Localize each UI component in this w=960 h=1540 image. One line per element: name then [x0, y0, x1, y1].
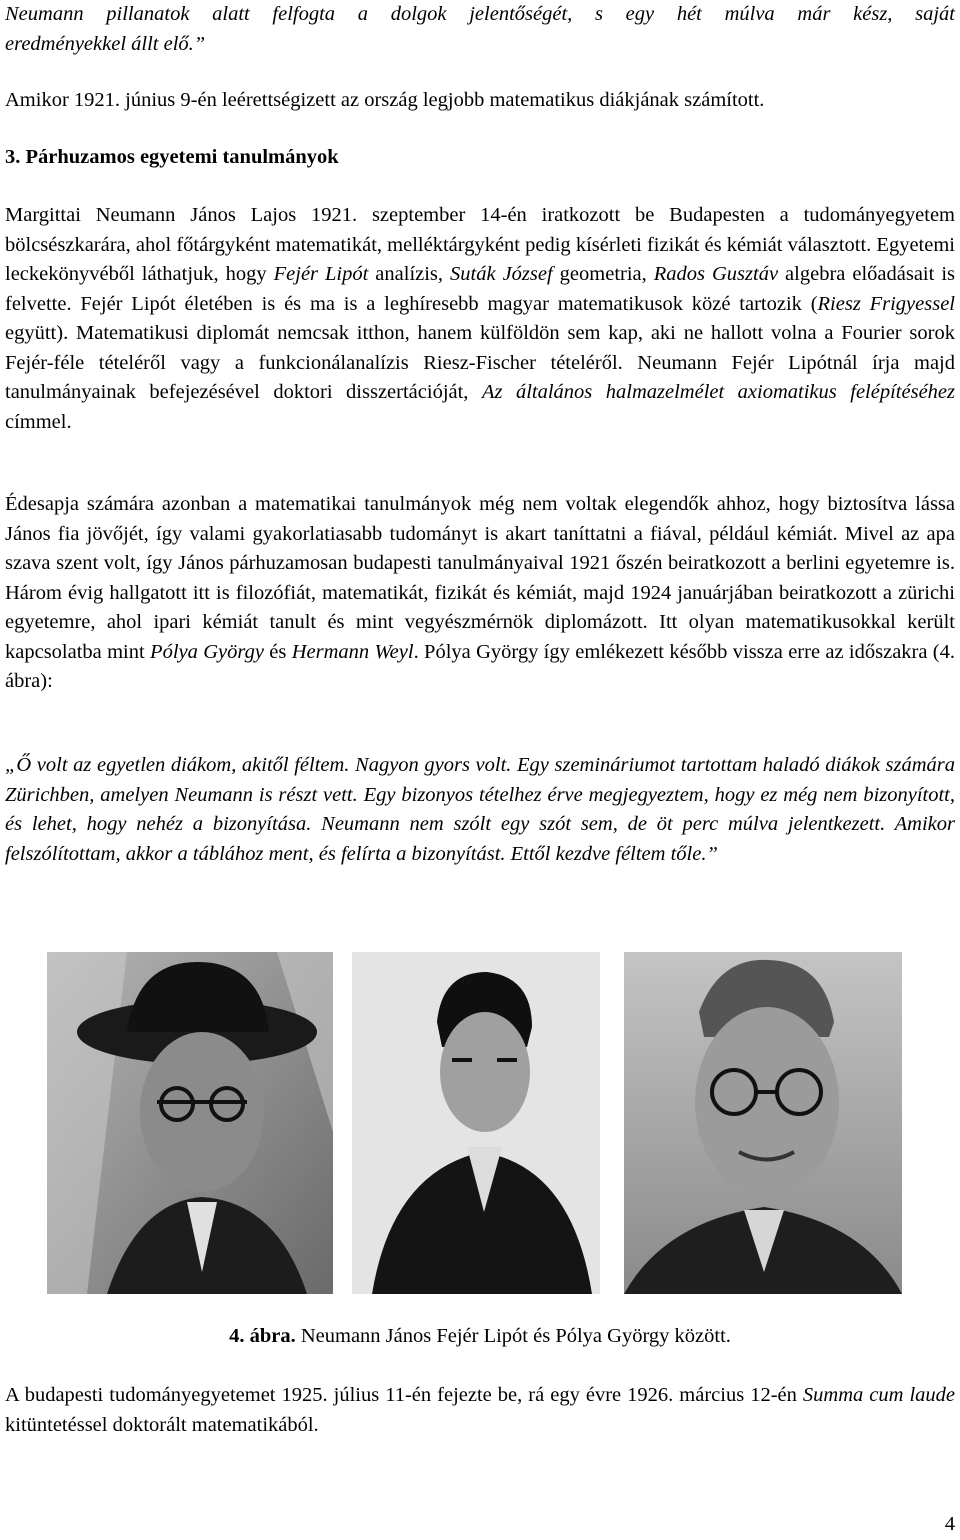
photo-neumann	[47, 952, 333, 1294]
name-weyl: Hermann Weyl	[291, 640, 414, 663]
intro-quote-line-1: Neumann pillanatok alatt felfogta a dolgok jelentőségét, s egy hét múlva már kész, saját	[5, 3, 955, 25]
portrait-hat-icon	[47, 952, 333, 1294]
paragraph-amikor	[5, 86, 955, 116]
section-heading: 3. Párhuzamos egyetemi tanulmányok	[5, 146, 339, 168]
figure-label: 4. ábra.	[229, 1325, 296, 1347]
paragraph-1	[5, 201, 955, 437]
paragraph-1-text: Margittai Neumann János Lajos 1921. szeptember 14-én iratkozott be Budapesten a tudományegyetem bölcsészkarára, ahol főtárgyként matematikát, melléktárgyként pedig kísérleti fizikát és kémiát választott. Egyetemi leckekönyvéből láthatjuk, hogy Fejér Lipót analízis, Suták József geometria, Rados Gusztáv algebra előadásait is felvette. Fejér Lipót életében is és ma is a leghíresebb magyar matematikusok közé tartozik (Riesz Frigyessel együtt). Matematikusi diplomát nemcsak itthon, hanem külföldön sem kap, aki ne hallott volna a Fourier sorok Fejér-féle tételéről vagy a funkcionálanalízis Riesz-Fischer tételéről. Neumann Fejér Lipótnál írja majd tanulmányainak befejezésével doktori disszertációját, Az általános halmazelmélet axiomatikus felépítéséhez címmel.	[5, 204, 955, 433]
summa-cum-laude: Summa cum laude	[802, 1384, 955, 1406]
paragraph-3	[5, 1381, 955, 1440]
page-number: 4	[944, 1513, 955, 1535]
polya-quote	[5, 751, 955, 869]
name-fejer: Fejér Lipót	[273, 263, 369, 285]
paragraph-amikor-text: Amikor 1921. június 9-én leérettségizett az ország legjobb matematikus diákjának számított.	[5, 89, 765, 111]
name-riesz: Riesz Frigyessel	[817, 292, 955, 315]
intro-quote	[5, 0, 955, 59]
photo-fejer	[352, 952, 600, 1294]
portrait-young-man-icon	[352, 952, 600, 1294]
dissertation-title: Az általános halmazelmélet axiomatikus felépítéséhez	[481, 381, 955, 403]
paragraph-3-text: A budapesti tudományegyetemet 1925. július 11-én fejezte be, rá egy évre 1926. március 12-én Summa cum laude kitüntetéssel doktorált matematikából.	[5, 1384, 955, 1436]
portrait-older-man-icon	[624, 952, 902, 1294]
paragraph-2	[5, 490, 955, 697]
intro-quote-line-2: eredményekkel állt elő.”	[5, 32, 206, 55]
paragraph-2-text: Édesapja számára azonban a matematikai tanulmányok még nem voltak elegendők ahhoz, hogy biztosítva lássa János fia jövőjét, így valami gyakorlatiasabb tudományt is akart taníttatni a fiával, például kémiát. Mivel az apa szava szent volt, így János párhuzamosan budapesti tanulmányaival 1921 őszén beiratkozott a berlini egyetemre is. Három évig hallgatott itt is filozófiát, matematikát, fizikát és kémiát, majd 1924 januárjában beiratkozott a zürichi egyetemre, ahol ipari kémiát tanult és mint vegyészmérnök diplomázott. Itt olyan matematikusokkal került kapcsolatba mint Pólya György és Hermann Weyl. Pólya György így emlékezett később vissza erre az időszakra (4. ábra):	[5, 493, 956, 692]
name-rados: Rados Gusztáv	[653, 263, 779, 285]
photo-polya	[624, 952, 902, 1294]
name-sutak: Suták József	[450, 263, 553, 285]
name-polya: Pólya György	[150, 640, 264, 663]
polya-quote-text: „Ő volt az egyetlen diákom, akitől féltem. Nagyon gyors volt. Egy szemináriumot tartottam haladó diákok számára Zürichben, amelyen Neumann is részt vett. Egy bizonyos tételhez érve megjegyeztem, hogy ez még nem bizonyított, és lehet, hogy nehéz a bizonyítása. Neumann nem szólt egy szót sem, de öt perc múlva jelentkezett. Amikor felszólítottam, akkor a táblához ment, és felírta a bizonyítást. Ettől kezdve féltem tőle.”	[5, 754, 955, 865]
figure-caption	[0, 1322, 960, 1352]
figure-text: Neumann János Fejér Lipót és Pólya György között.	[295, 1325, 731, 1347]
